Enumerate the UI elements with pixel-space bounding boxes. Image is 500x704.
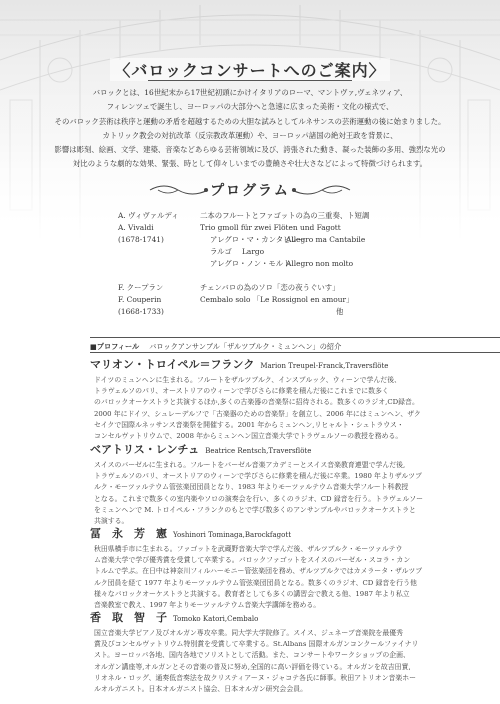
bio-line: セイクで国際ルネッサンス音楽祭を開催する。2001 年からミュンヘン,リヒャルト・シュトラウス・: [94, 420, 404, 429]
artist-name-roman: Marion Treupel-Franck,Traversflöte: [260, 362, 389, 370]
bio-line: ルオルガニスト。日本オルガニスト協会、日本オルガン研究会会員。: [94, 685, 307, 694]
page-title: 〈バロックコンサートへのご案内〉: [110, 58, 389, 81]
artist-bio: [90, 628, 490, 695]
bio-line: 様々なバロックオーケストラと共演する。教育者としても多くの講習会で教える他、1987 年より私立: [94, 589, 410, 598]
composer-name-jp: A. ヴィヴァルディ: [118, 211, 179, 220]
artist-profile: [90, 609, 490, 695]
work-title-jp: 二本のフルートとファゴットの為の三重奏、ト短調: [200, 211, 370, 220]
intro-line: 影響は彫刻、絵画、文学、建築、音楽などあらゆる芸術領域に及び、誇張された動き、凝った装飾の多用、強烈な光の: [54, 145, 446, 155]
movement-jp: アレグロ・マ・カンタビレー: [210, 235, 306, 244]
intro-line: フィレンツェで誕生し、ヨーロッパの大部分へと急速に広まった美術・文化の様式で、: [106, 102, 394, 112]
bio-line: 2000 年にドイツ、シュレーデルフで「古楽器のための音楽祭」を創立し、2006 年にはミュンヘン、ザク: [94, 409, 421, 418]
title-wrap: [0, 58, 500, 81]
intro-line: バロックとは、16世紀末から17世紀初頭にかけイタリアのローマ、マントヴァ,ヴェネツィア、: [92, 88, 408, 97]
bio-line: 秋田県横手市に生まれる。ファゴットを武蔵野音楽大学で学んだ後、ザルツブルク・モーツァルテウ: [94, 545, 403, 553]
bio-line: のバロックオーケストラと共演するほか,多くの古楽器の音楽祭に招待される。数多くのラジオ,CD録音。: [94, 398, 419, 407]
artist-name-roman: Beatrice Rentsch,Traversflöte: [205, 447, 312, 455]
bio-line: 音楽教室で教え、1997 年よりモーツァルテウム音楽大学講師を務める。: [94, 601, 321, 610]
bio-line: スト。ヨーロッパ各地、国内各地でソリストとして活動。また、コンサートやワークショップの企画、: [94, 651, 410, 660]
bio-line: スイスのバーゼルに生まれる。フルートをバーゼル音楽アカデミーとスイス音楽教育連盟で学んだ後,: [94, 461, 406, 469]
bio-line: をミュンヘンで M. トロイペル・フランクのもとで学び数多くのアンサンブルやバロックオーケストラと: [94, 505, 416, 514]
artist-name-jp: マリオン・トロイペル＝フランク: [90, 358, 255, 371]
artist-profile: [90, 525, 490, 611]
profile-subtitle: バロックアンサンブル「ザルツブルク・ミュンヘン」の紹介: [149, 342, 342, 351]
profile-heading: [90, 342, 341, 352]
composer-dates: (1678-1741): [118, 235, 164, 244]
title-underline: [148, 80, 352, 81]
composer-name-jp: F. クープラン: [118, 283, 164, 292]
bio-line: ドイツのミュンヘンに生まれる。フルートをザルツブルク、インスブルック、ウィーンで学んだ後、: [94, 376, 401, 384]
profile-label: ■プロフィール: [90, 342, 140, 351]
work-title-fr: Cembalo solo 「Le Rossignol en amour」: [200, 295, 354, 304]
intro-text: [28, 86, 472, 172]
composer-name-en: F. Couperin: [118, 295, 162, 304]
bio-line: となる。これまで数多くの室内楽やソロの演奏会を行い、多くのラジオ、CD 録音を行う。トラヴェルソー: [94, 494, 424, 503]
artist-name: [90, 525, 490, 541]
bio-line: オルガン講座等,オルガンとその音楽の普及に努め,全国的に高い評価を得ている。オルガンを故吉田實,: [94, 662, 411, 671]
bio-line: ルク団員を経て 1977 年よりモーツァルテウム管弦楽団団員となる。数多くのラジオ、CD 録音を行う他: [94, 578, 417, 587]
artist-profile: [90, 441, 490, 527]
artist-name: [90, 609, 490, 625]
bio-line: 国立音楽大学ピアノ及びオルガン専攻卒業。同大学大学院修了。スイス、ジュネーブ音楽院を最優秀: [94, 629, 404, 637]
section-divider: [90, 337, 500, 338]
artist-name-roman: Tomoko Katori,Cembalo: [173, 615, 259, 623]
program-heading: [0, 180, 500, 202]
intro-line: カトリック教会の対抗改革（反宗教改革運動）や、ヨーロッパ諸国の絶対王政を背景に、: [102, 130, 398, 140]
composer-dates: (1668-1733): [118, 307, 164, 316]
intro-line: そのバロック芸術は秩序と運動の矛盾を超越するための大胆な試みとしてルネサンスの芸術運動の後に始まりました。: [54, 116, 446, 126]
bio-line: ルク・モーツァルテウム管弦楽団団員となり、1983 年よりモーツァルテウム音楽大学フルート科教授: [94, 483, 409, 492]
artist-bio: [90, 460, 490, 527]
artist-name: [90, 441, 490, 457]
composer-name-en: A. Vivaldi: [118, 223, 154, 232]
flourish-right-icon: [290, 182, 352, 198]
bio-line: トラヴェルソのパリ、オーストリアのウィーンで学びさらに修業を積んだ後にこれまでに数多く: [94, 387, 389, 396]
artist-bio: [90, 544, 490, 611]
bio-line: 共演する。: [94, 517, 129, 526]
movement-it: Largo: [242, 247, 265, 256]
bio-line: 賞及びコンセルヴァトリウム特別賞を受賞して卒業する。St.Albans 国際オルガンコンクールファイナリ: [94, 640, 419, 649]
artist-name-jp: 冨 永 芳 憲: [90, 527, 167, 540]
artist-bio: [90, 375, 490, 442]
bio-line: トルムで学ぶ。在日中は神奈川フィルハーモニー管弦楽団を務め、ザルツブルクではカメラータ・ザルツブ: [94, 567, 423, 576]
movement-it: Allegro ma Cantabile: [286, 235, 366, 244]
artist-name-jp: 香 取 智 子: [90, 611, 167, 624]
movement-it: Allegro non molto: [286, 259, 354, 268]
section-divider: [90, 352, 500, 353]
artist-profile: [90, 356, 490, 442]
work-title-de: Trio gmoll für zwei Flöten und Fagott: [200, 223, 341, 232]
movement-jp: アレグロ・ノン・モルト: [210, 259, 291, 268]
artist-name-jp: ベアトリス・レンチュ: [90, 443, 200, 456]
program-title: プログラム: [210, 183, 290, 199]
work-title-jp: チェンバロの為のソロ「恋の夜うぐいす」: [200, 283, 340, 292]
movement-jp: ラルゴ: [210, 247, 232, 256]
bio-line: ム音楽大学で学び優秀賞を受賞して卒業する。バロックファゴットをスイスのバーゼル・スコラ・カン: [94, 556, 411, 565]
artist-name-roman: Yoshinori Tominaga,Barockfagott: [173, 531, 292, 539]
artist-name: [90, 356, 490, 372]
program-etc: 他: [336, 307, 344, 316]
bio-line: コンセルヴァトリウムで、2008 年からミュンヘン国立音楽大学でトラヴェルソーの教授を務める。: [94, 432, 403, 441]
bio-line: トラヴェルソのパリ、オーストリアのウィーンで学びさらに修業を積んだ後に卒業。1980 年よりザルツブ: [94, 472, 422, 481]
bio-line: リオネル・ロッグ、通奏低音奏法を故クリスティアーヌ・ジャコテ各氏に師事。秋田アトリオン音楽ホー: [94, 673, 417, 682]
intro-line: 対比のような劇的な効果、緊張、時として仰々しいまでの豊饒さや壮大さなどによって特徴づけられます。: [72, 159, 428, 169]
